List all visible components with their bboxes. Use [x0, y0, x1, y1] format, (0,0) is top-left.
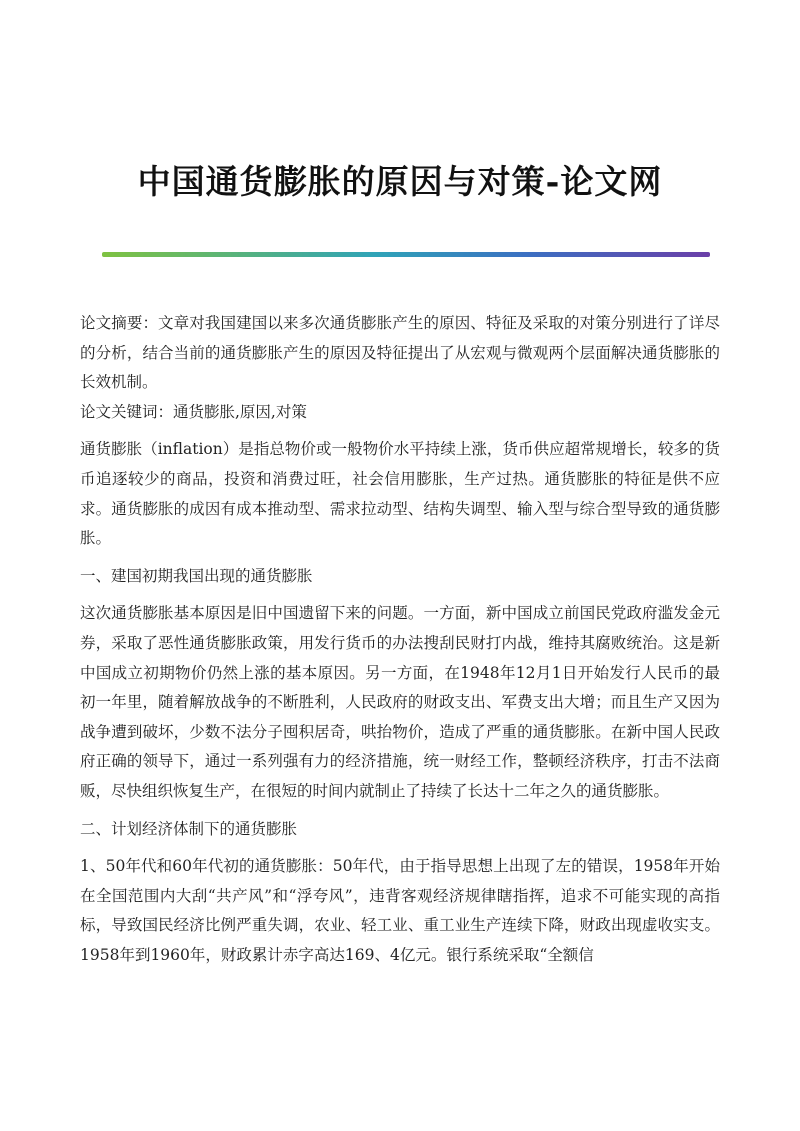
section-body-2: 1、50年代和60年代初的通货膨胀：50年代，由于指导思想上出现了左的错误，1958年开始在全国范围内大刮“共产风”和“浮夸风”，违背客观经济规律瞎指挥，追求不可能实现的高指标，导致国民经济比例严重失调，农业、轻工业、重工业生产连续下降，财政出现虚收实支。1958年到1960年，财政累计赤字高达169、4亿元。银行系统采取“全额信	[80, 857, 720, 964]
section-body-1: 这次通货膨胀基本原因是旧中国遗留下来的问题。一方面，新中国成立前国民党政府滥发金元券，采取了恶性通货膨胀政策，用发行货币的办法搜刮民财打内战，维持其腐败统治。这是新中国成立初期物价仍然上涨的基本原因。另一方面，在1948年12月1日开始发行人民币的最初一年里，随着解放战争的不断胜利，人民政府的财政支出、军费支出大增；而且生产又因为战争遭到破坏，少数不法分子囤积居奇，哄抬物价，造成了严重的通货膨胀。在新中国人民政府正确的领导下，通过一系列强有力的经济措施，统一财经工作，整顿经济秩序，打击不法商贩，尽快组织恢复生产，在很短的时间内就制止了持续了长达十二年之久的通货膨胀。	[80, 604, 720, 800]
title-divider	[102, 252, 710, 257]
abstract-paragraph: 论文摘要：文章对我国建国以来多次通货膨胀产生的原因、特征及采取的对策分别进行了详尽的分析，结合当前的通货膨胀产生的原因及特征提出了从宏观与微观两个层面解决通货膨胀的长效机制。	[80, 314, 720, 392]
section-heading-2: 二、计划经济体制下的通货膨胀	[80, 819, 298, 838]
section-heading-1: 一、建国初期我国出现的通货膨胀	[80, 566, 313, 585]
keywords-line: 论文关键词：通货膨胀,原因,对策	[80, 402, 307, 421]
document-title: 中国通货膨胀的原因与对策-论文网	[137, 162, 663, 201]
document-body	[80, 309, 720, 970]
intro-paragraph: 通货膨胀（inflation）是指总物价或一般物价水平持续上涨，货币供应超常规增长，较多的货币追逐较少的商品，投资和消费过旺，社会信用膨胀，生产过热。通货膨胀的特征是供不应求。通货膨胀的成因有成本推动型、需求拉动型、结构失调型、输入型与综合型导致的通货膨胀。	[80, 440, 720, 548]
